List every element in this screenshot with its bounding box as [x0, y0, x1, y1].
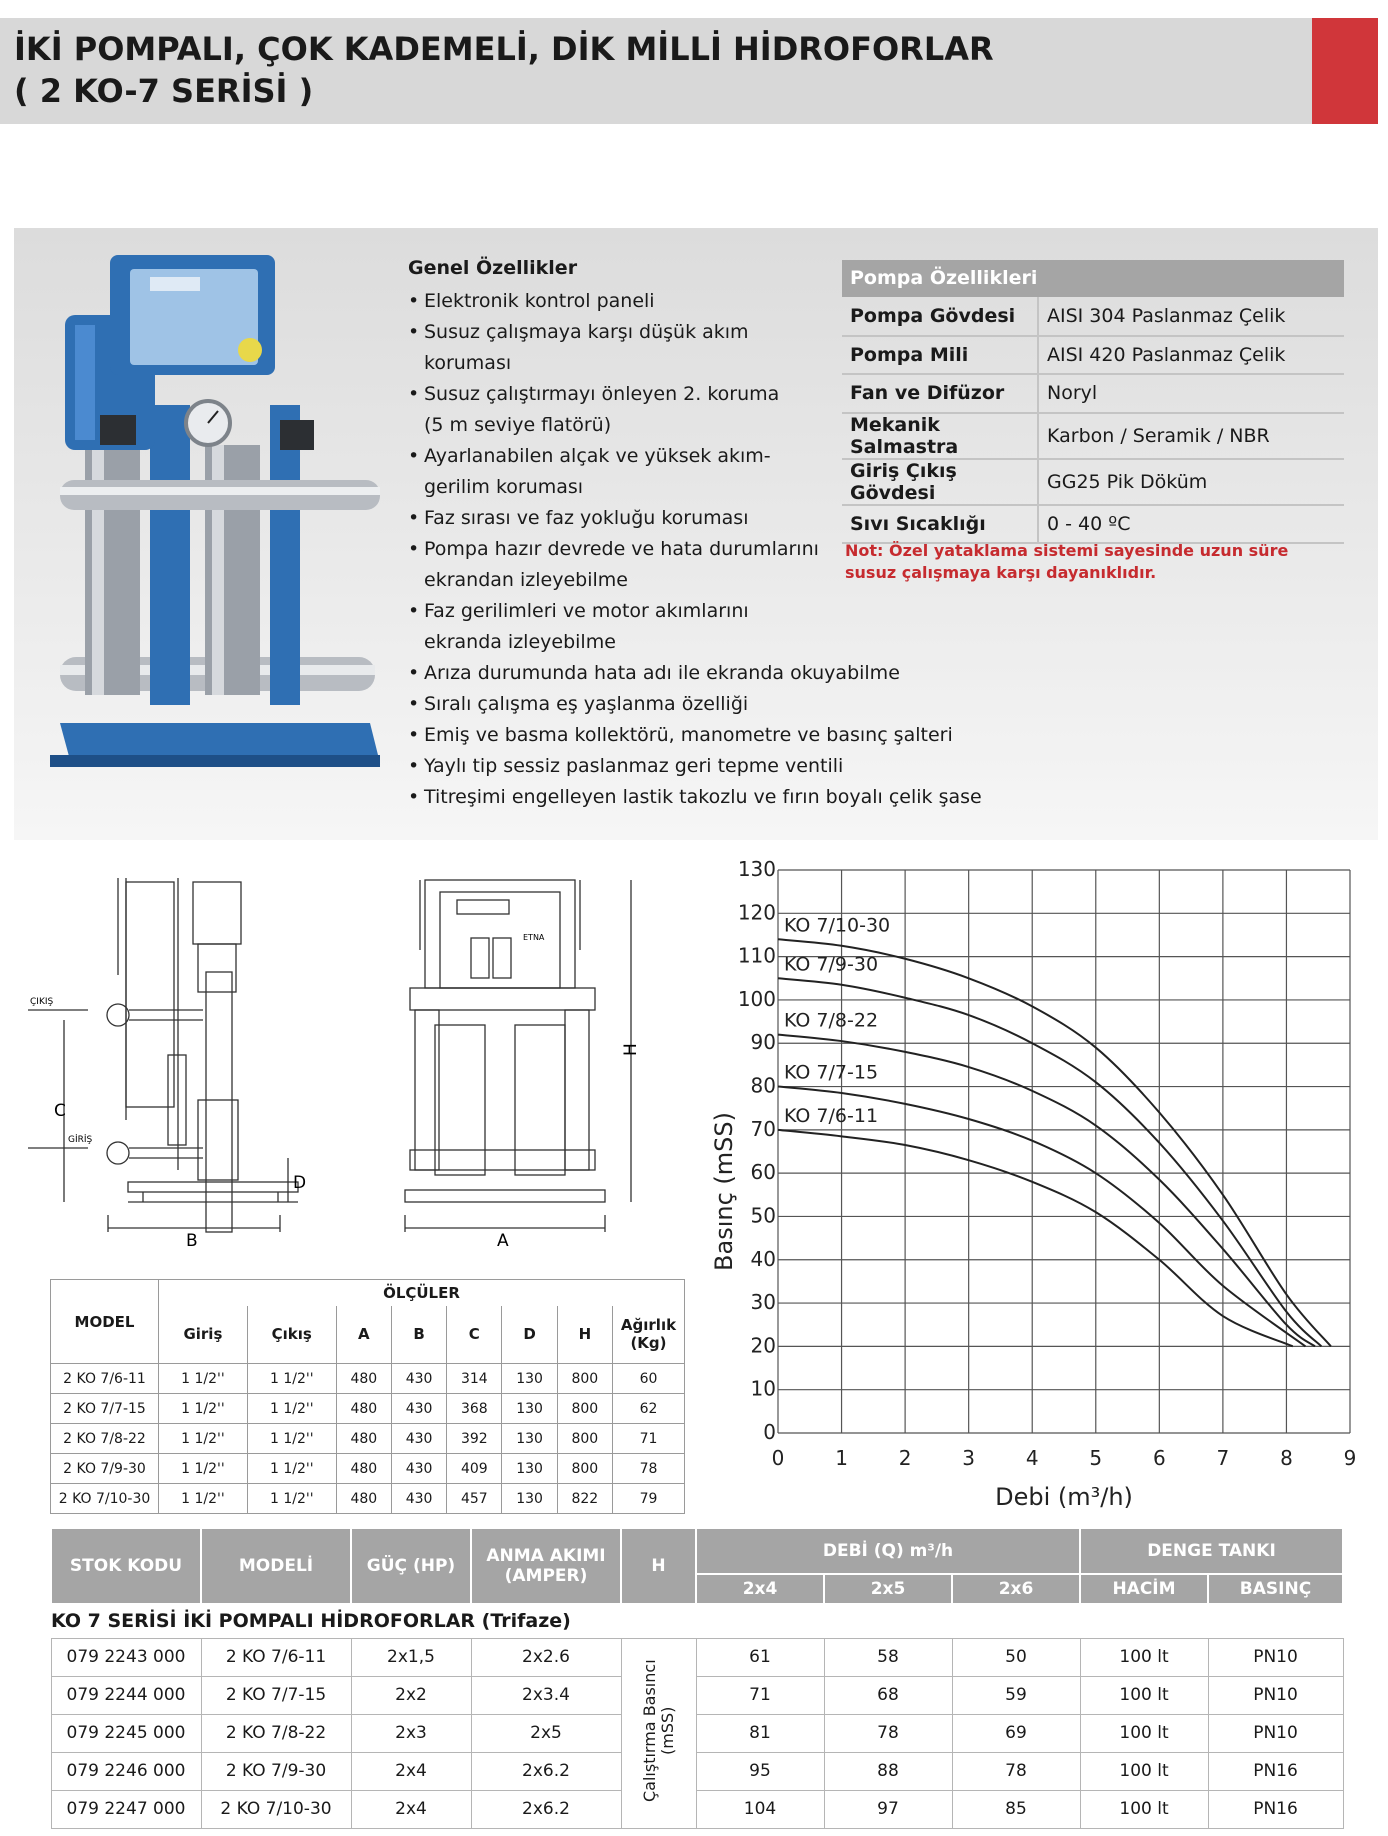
stock-cell: 2x4	[351, 1752, 471, 1790]
dim-col-header: Giriş	[159, 1306, 248, 1364]
hdr-guc: GÜÇ (HP)	[351, 1528, 471, 1604]
x-tick-label: 4	[1025, 1446, 1039, 1470]
stock-cell: 71	[696, 1676, 824, 1714]
dim-value-cell: 430	[391, 1394, 446, 1424]
dim-value-cell: 392	[447, 1424, 502, 1454]
y-tick-label: 60	[750, 1160, 776, 1185]
stock-cell: 100 lt	[1080, 1676, 1208, 1714]
header-accent-block	[1312, 18, 1378, 124]
dim-value-cell: 1 1/2''	[159, 1364, 248, 1394]
stock-cell: 2 KO 7/9-30	[201, 1752, 351, 1790]
dim-value-cell: 314	[447, 1364, 502, 1394]
panel-brand-text: ETNA	[523, 933, 545, 942]
hdr-debi: DEBİ (Q) m³/h	[696, 1528, 1080, 1574]
dim-c-label: C	[54, 1101, 66, 1121]
dim-b-label: B	[186, 1231, 198, 1251]
stock-cell: 85	[952, 1790, 1080, 1828]
x-tick-label: 6	[1152, 1446, 1166, 1470]
stock-cell: 079 2246 000	[51, 1752, 201, 1790]
dim-value-cell: 480	[336, 1424, 391, 1454]
y-tick-label: 0	[763, 1420, 776, 1444]
stock-cell: 2 KO 7/10-30	[201, 1790, 351, 1828]
side-view-drawing	[28, 870, 318, 1251]
stock-cell: 2 KO 7/7-15	[201, 1676, 351, 1714]
dim-value-cell: 409	[447, 1454, 502, 1484]
stock-cell: 079 2247 000	[51, 1790, 201, 1828]
dim-value-cell: 1 1/2''	[159, 1484, 248, 1514]
feature-item: • Pompa hazır devrede ve hata durumlarını	[408, 534, 968, 565]
feature-item: • Susuz çalıştırmayı önleyen 2. koruma	[408, 379, 968, 410]
dim-col-header: H	[557, 1306, 612, 1364]
h-vertical-label: Çalıştırma Basıncı (mSS)	[639, 1659, 677, 1802]
hdr-sub: 2x6	[952, 1574, 1080, 1604]
dim-value-cell: 480	[336, 1394, 391, 1424]
table-row	[51, 1790, 1343, 1828]
hdr-h: H	[621, 1528, 696, 1604]
stock-cell: 58	[824, 1638, 952, 1676]
dim-value-cell: 430	[391, 1364, 446, 1394]
series-label: KO 7/6-11	[784, 1104, 879, 1127]
spec-value: AISI 304 Paslanmaz Çelik	[1038, 297, 1344, 336]
dim-model-cell: 2 KO 7/7-15	[51, 1394, 159, 1424]
dim-model-cell: 2 KO 7/6-11	[51, 1364, 159, 1394]
dim-group-header: ÖLÇÜLER	[159, 1280, 685, 1306]
dim-a-label: A	[497, 1231, 509, 1251]
pump-specs-table	[842, 260, 1344, 544]
feature-item: • Ayarlanabilen alçak ve yüksek akım-	[408, 441, 968, 472]
dim-model-cell: 2 KO 7/9-30	[51, 1454, 159, 1484]
y-tick-label: 130	[737, 857, 776, 881]
dim-value-cell: 1 1/2''	[247, 1484, 336, 1514]
table-row	[51, 1364, 685, 1394]
stock-cell: 100 lt	[1080, 1752, 1208, 1790]
x-tick-label: 0	[771, 1446, 785, 1470]
y-tick-label: 100	[737, 986, 776, 1011]
dim-model-cell: 2 KO 7/10-30	[51, 1484, 159, 1514]
dim-value-cell: 430	[391, 1454, 446, 1484]
stock-cell: 78	[952, 1752, 1080, 1790]
y-tick-label: 90	[750, 1030, 776, 1055]
dim-value-cell: 430	[391, 1484, 446, 1514]
dim-value-cell: 79	[613, 1484, 685, 1514]
dim-value-cell: 800	[557, 1394, 612, 1424]
stock-cell: PN16	[1208, 1752, 1343, 1790]
y-tick-label: 120	[737, 900, 776, 925]
spec-row	[842, 459, 1344, 505]
dim-col-header: C	[447, 1306, 502, 1364]
spec-row	[842, 413, 1344, 459]
x-tick-label: 5	[1089, 1446, 1103, 1470]
section-title: KO 7 SERİSİ İKİ POMPALI HİDROFORLAR (Trifaze)	[51, 1610, 571, 1633]
feature-item: • Arıza durumunda hata adı ile ekranda okuyabilme	[408, 658, 968, 689]
stock-cell: 2x6.2	[471, 1752, 621, 1790]
dim-col-header: D	[502, 1306, 557, 1364]
dim-value-cell: 130	[502, 1394, 557, 1424]
x-tick-label: 1	[835, 1446, 848, 1470]
dim-value-cell: 1 1/2''	[247, 1454, 336, 1484]
feature-item: • Faz sırası ve faz yokluğu koruması	[408, 503, 968, 534]
y-tick-label: 80	[750, 1073, 776, 1098]
dim-value-cell: 800	[557, 1364, 612, 1394]
outlet-label: ÇIKIŞ	[30, 997, 54, 1007]
y-tick-label: 30	[750, 1290, 776, 1315]
dim-value-cell: 1 1/2''	[247, 1364, 336, 1394]
y-tick-label: 40	[750, 1246, 776, 1271]
features-heading: Genel Özellikler	[408, 257, 578, 279]
dim-value-cell: 78	[613, 1454, 685, 1484]
stock-cell: 68	[824, 1676, 952, 1714]
dim-value-cell: 368	[447, 1394, 502, 1424]
stock-cell: 2 KO 7/8-22	[201, 1714, 351, 1752]
dim-value-cell: 130	[502, 1364, 557, 1394]
stock-table	[50, 1527, 1344, 1829]
stock-cell: 88	[824, 1752, 952, 1790]
booster-set-image	[40, 255, 390, 770]
dim-value-cell: 1 1/2''	[247, 1424, 336, 1454]
stock-cell: 2x2	[351, 1676, 471, 1714]
series-line	[778, 1130, 1293, 1347]
spec-key: Sıvı Sıcaklığı	[842, 505, 1038, 544]
spec-value: AISI 420 Paslanmaz Çelik	[1038, 336, 1344, 375]
y-tick-label: 70	[750, 1116, 776, 1141]
pump-specs-heading: Pompa Özellikleri	[842, 260, 1344, 297]
spec-value: 0 - 40 ºC	[1038, 505, 1344, 544]
dim-value-cell: 60	[613, 1364, 685, 1394]
dim-model-header: MODEL	[51, 1280, 159, 1364]
stock-cell: 97	[824, 1790, 952, 1828]
dim-d-label: D	[293, 1173, 307, 1193]
spec-key: Giriş Çıkış Gövdesi	[842, 459, 1038, 505]
hdr-stok-kodu: STOK KODU	[51, 1528, 201, 1604]
dim-value-cell: 1 1/2''	[247, 1394, 336, 1424]
dim-value-cell: 822	[557, 1484, 612, 1514]
dim-col-header: A	[336, 1306, 391, 1364]
table-row	[51, 1484, 685, 1514]
x-tick-label: 2	[898, 1446, 912, 1470]
table-row	[51, 1454, 685, 1484]
stock-cell: 81	[696, 1714, 824, 1752]
dim-value-cell: 1 1/2''	[159, 1394, 248, 1424]
dim-value-cell: 130	[502, 1484, 557, 1514]
spec-row	[842, 336, 1344, 375]
dim-value-cell: 800	[557, 1454, 612, 1484]
stock-cell: 079 2243 000	[51, 1638, 201, 1676]
hdr-sub: 2x4	[696, 1574, 824, 1604]
dimensions-table	[50, 1279, 685, 1514]
x-axis-label: Debi (m³/h)	[995, 1483, 1133, 1511]
stock-cell: 079 2244 000	[51, 1676, 201, 1714]
dim-model-cell: 2 KO 7/8-22	[51, 1424, 159, 1454]
stock-cell: 69	[952, 1714, 1080, 1752]
h-vertical-cell	[621, 1638, 696, 1828]
page-title	[14, 28, 994, 112]
stock-cell: 100 lt	[1080, 1638, 1208, 1676]
stock-cell: 2 KO 7/6-11	[201, 1638, 351, 1676]
stock-cell: PN10	[1208, 1638, 1343, 1676]
dim-h-label: H	[621, 1043, 641, 1056]
series-label: KO 7/9-30	[784, 953, 879, 976]
dim-value-cell: 1 1/2''	[159, 1424, 248, 1454]
feature-item-cont: koruması	[424, 352, 512, 374]
table-row	[51, 1676, 1343, 1714]
feature-item: • Susuz çalışmaya karşı düşük akım	[408, 317, 968, 348]
table-row	[51, 1752, 1343, 1790]
x-tick-label: 3	[962, 1446, 976, 1470]
page-header	[0, 18, 1312, 124]
spec-key: Mekanik Salmastra	[842, 413, 1038, 459]
stock-cell: 61	[696, 1638, 824, 1676]
spec-key: Pompa Gövdesi	[842, 297, 1038, 336]
feature-item-cont: gerilim koruması	[424, 476, 584, 498]
y-tick-label: 10	[750, 1376, 776, 1401]
front-view-drawing	[395, 870, 645, 1251]
spec-value: GG25 Pik Döküm	[1038, 459, 1344, 505]
spec-row	[842, 374, 1344, 413]
stock-cell: 079 2245 000	[51, 1714, 201, 1752]
spec-row	[842, 505, 1344, 544]
table-row	[51, 1424, 685, 1454]
feature-item: • Elektronik kontrol paneli	[408, 286, 968, 317]
stock-cell: 2x2.6	[471, 1638, 621, 1676]
dim-value-cell: 1 1/2''	[159, 1454, 248, 1484]
x-tick-label: 9	[1343, 1446, 1357, 1470]
y-tick-label: 20	[750, 1333, 776, 1358]
stock-cell: 2x3	[351, 1714, 471, 1752]
series-label: KO 7/10-30	[784, 914, 891, 937]
stock-cell: 104	[696, 1790, 824, 1828]
performance-chart	[690, 850, 1370, 1520]
table-row	[51, 1638, 1343, 1676]
feature-item-cont: (5 m seviye flatörü)	[424, 414, 612, 436]
stock-cell: 50	[952, 1638, 1080, 1676]
hdr-modeli: MODELİ	[201, 1528, 351, 1604]
feature-item: • Titreşimi engelleyen lastik takozlu ve fırın boyalı çelik şase	[408, 782, 968, 813]
dim-col-header: Çıkış	[247, 1306, 336, 1364]
hdr-anma-akimi: ANMA AKIMI (AMPER)	[471, 1528, 621, 1604]
stock-cell: 2x3.4	[471, 1676, 621, 1714]
feature-item-cont: ekrandan izleyebilme	[424, 569, 628, 591]
table-row	[51, 1714, 1343, 1752]
feature-item: • Sıralı çalışma eş yaşlanma özelliği	[408, 689, 968, 720]
series-label: KO 7/8-22	[784, 1009, 879, 1032]
dim-value-cell: 480	[336, 1454, 391, 1484]
stock-cell: 100 lt	[1080, 1790, 1208, 1828]
series-line	[778, 978, 1321, 1346]
inlet-label: GİRİŞ	[68, 1135, 93, 1145]
stock-cell: PN10	[1208, 1714, 1343, 1752]
spec-value: Noryl	[1038, 374, 1344, 413]
dim-value-cell: 480	[336, 1364, 391, 1394]
hdr-sub: BASINÇ	[1208, 1574, 1343, 1604]
stock-cell: 95	[696, 1752, 824, 1790]
stock-cell: 2x1,5	[351, 1638, 471, 1676]
dim-col-header: B	[391, 1306, 446, 1364]
feature-item: • Faz gerilimleri ve motor akımlarını	[408, 596, 968, 627]
stock-cell: PN16	[1208, 1790, 1343, 1828]
dim-value-cell: 800	[557, 1424, 612, 1454]
x-tick-label: 8	[1280, 1446, 1293, 1470]
stock-cell: 2x6.2	[471, 1790, 621, 1828]
series-label: KO 7/7-15	[784, 1061, 879, 1084]
hdr-sub: HACİM	[1080, 1574, 1208, 1604]
dim-value-cell: 480	[336, 1484, 391, 1514]
spec-note: Not: Özel yataklama sistemi sayesinde uzun süre susuz çalışmaya karşı dayanıklıdır.	[845, 541, 1289, 582]
dim-value-cell: 71	[613, 1424, 685, 1454]
y-tick-label: 50	[750, 1203, 776, 1228]
feature-item: • Emiş ve basma kollektörü, manometre ve basınç şalteri	[408, 720, 968, 751]
x-tick-label: 7	[1216, 1446, 1230, 1470]
table-row	[51, 1394, 685, 1424]
hdr-denge-tanki: DENGE TANKI	[1080, 1528, 1343, 1574]
hdr-sub: 2x5	[824, 1574, 952, 1604]
stock-cell: 78	[824, 1714, 952, 1752]
stock-cell: 2x4	[351, 1790, 471, 1828]
feature-item: • Yaylı tip sessiz paslanmaz geri tepme ventili	[408, 751, 968, 782]
dim-value-cell: 130	[502, 1424, 557, 1454]
y-axis-label: Basınç (mSS)	[710, 1112, 738, 1271]
dim-col-header: Ağırlık (Kg)	[613, 1306, 685, 1364]
spec-key: Fan ve Difüzor	[842, 374, 1038, 413]
spec-row	[842, 297, 1344, 336]
title-line-1: İKİ POMPALI, ÇOK KADEMELİ, DİK MİLLİ HİDROFORLAR	[14, 30, 994, 68]
stock-cell: PN10	[1208, 1676, 1343, 1714]
spec-value: Karbon / Seramik / NBR	[1038, 413, 1344, 459]
spec-key: Pompa Mili	[842, 336, 1038, 375]
feature-item-cont: ekranda izleyebilme	[424, 631, 616, 653]
dim-value-cell: 457	[447, 1484, 502, 1514]
stock-cell: 2x5	[471, 1714, 621, 1752]
stock-cell: 100 lt	[1080, 1714, 1208, 1752]
dim-value-cell: 62	[613, 1394, 685, 1424]
stock-cell: 59	[952, 1676, 1080, 1714]
dim-value-cell: 430	[391, 1424, 446, 1454]
y-tick-label: 110	[737, 943, 776, 968]
title-line-2: ( 2 KO-7 SERİSİ )	[14, 72, 314, 110]
dim-value-cell: 130	[502, 1454, 557, 1484]
